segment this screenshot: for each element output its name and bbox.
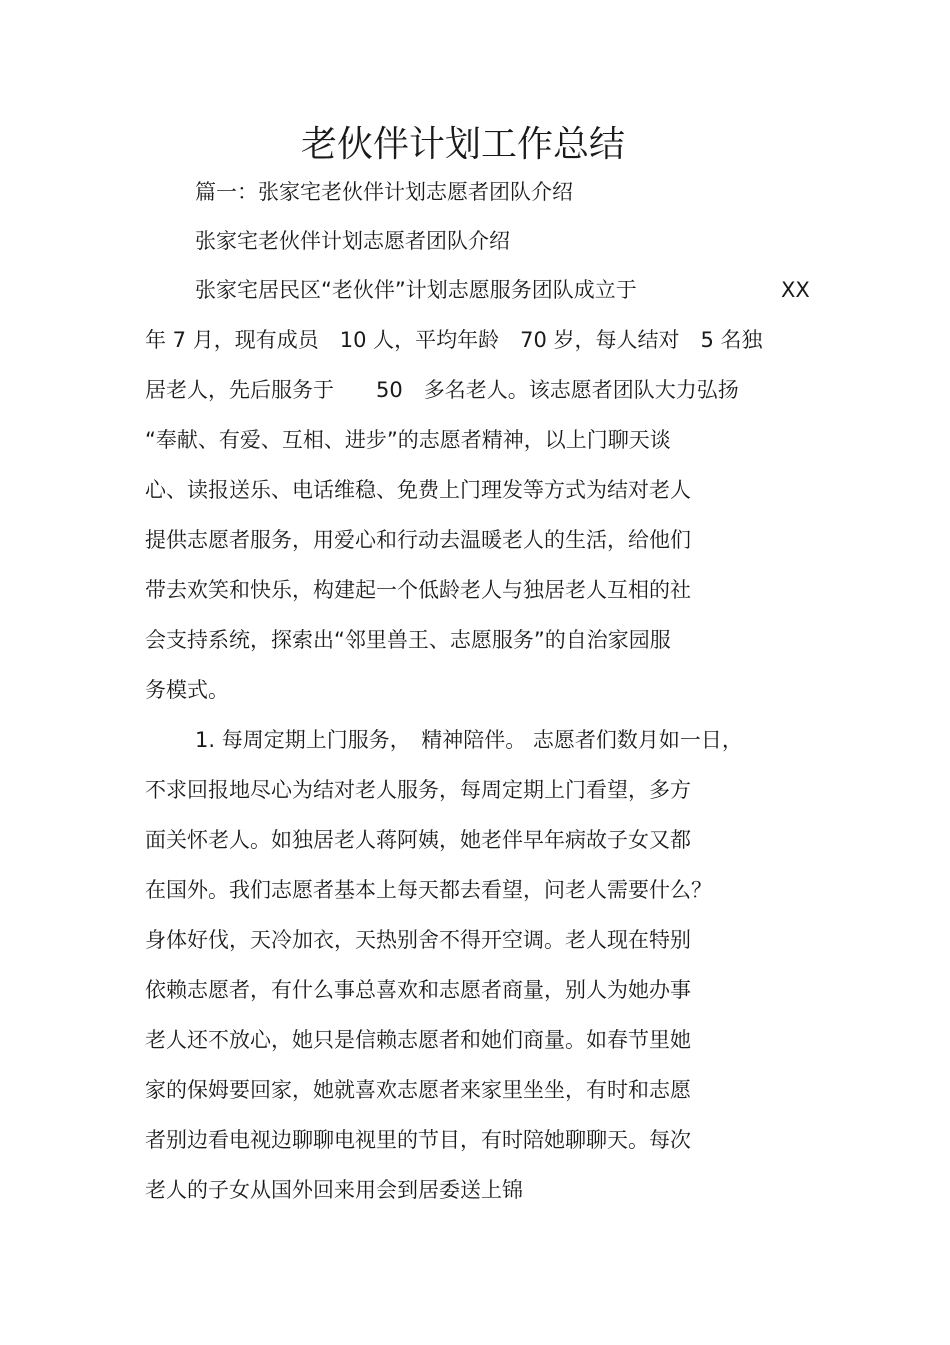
paragraph-line: 心、读报送乐、电话维稳、免费上门理发等方式为结对老人: [145, 478, 691, 502]
paragraph-line: 在国外。我们志愿者基本上每天都去看望，问老人需要什么？: [145, 878, 712, 902]
section-heading: 篇一：张家宅老伙伴计划志愿者团队介绍: [195, 180, 573, 204]
paragraph-line: 提供志愿者服务，用爱心和行动去温暖老人的生活，给他们: [145, 528, 691, 552]
paragraph-line: 带去欢笑和快乐，构建起一个低龄老人与独居老人互相的社: [145, 578, 691, 602]
paragraph-line: 会支持系统，探索出“邻里兽王、志愿服务”的自治家园服: [145, 628, 671, 652]
paragraph-line: 务模式。: [145, 678, 229, 702]
paragraph-line: 身体好伐，天冷加衣，天热别舍不得开空调。老人现在特别: [145, 928, 691, 952]
paragraph-line: 张家宅居民区“老伙伴”计划志愿服务团队成立于 XX: [195, 278, 810, 302]
paragraph-line: 居老人，先后服务于 50 多名老人。该志愿者团队大力弘扬: [145, 378, 739, 402]
paragraph-line: 年 7 月，现有成员 10 人，平均年龄 70 岁，每人结对 5 名独: [145, 328, 763, 352]
paragraph-line: 老人还不放心，她只是信赖志愿者和她们商量。如春节里她: [145, 1028, 691, 1052]
paragraph-line: 家的保姆要回家，她就喜欢志愿者来家里坐坐，有时和志愿: [145, 1078, 691, 1102]
paragraph-line: 者别边看电视边聊聊电视里的节目，有时陪她聊聊天。每次: [145, 1128, 691, 1152]
paragraph-line: 1. 每周定期上门服务， 精神陪伴。 志愿者们数月如一日，: [195, 728, 743, 752]
paragraph-line: 依赖志愿者，有什么事总喜欢和志愿者商量，别人为她办事: [145, 978, 691, 1002]
paragraph-line: 不求回报地尽心为结对老人服务，每周定期上门看望，多方: [145, 778, 691, 802]
paragraph-line: “奉献、有爱、互相、进步”的志愿者精神，以上门聊天谈: [145, 428, 671, 452]
paragraph-line: 面关怀老人。如独居老人蒋阿姨，她老伴早年病故子女又都: [145, 828, 691, 852]
document-title: 老伙伴计划工作总结: [300, 124, 625, 165]
paragraph-line: 老人的子女从国外回来用会到居委送上锦: [145, 1178, 523, 1202]
section-subheading: 张家宅老伙伴计划志愿者团队介绍: [195, 229, 510, 253]
